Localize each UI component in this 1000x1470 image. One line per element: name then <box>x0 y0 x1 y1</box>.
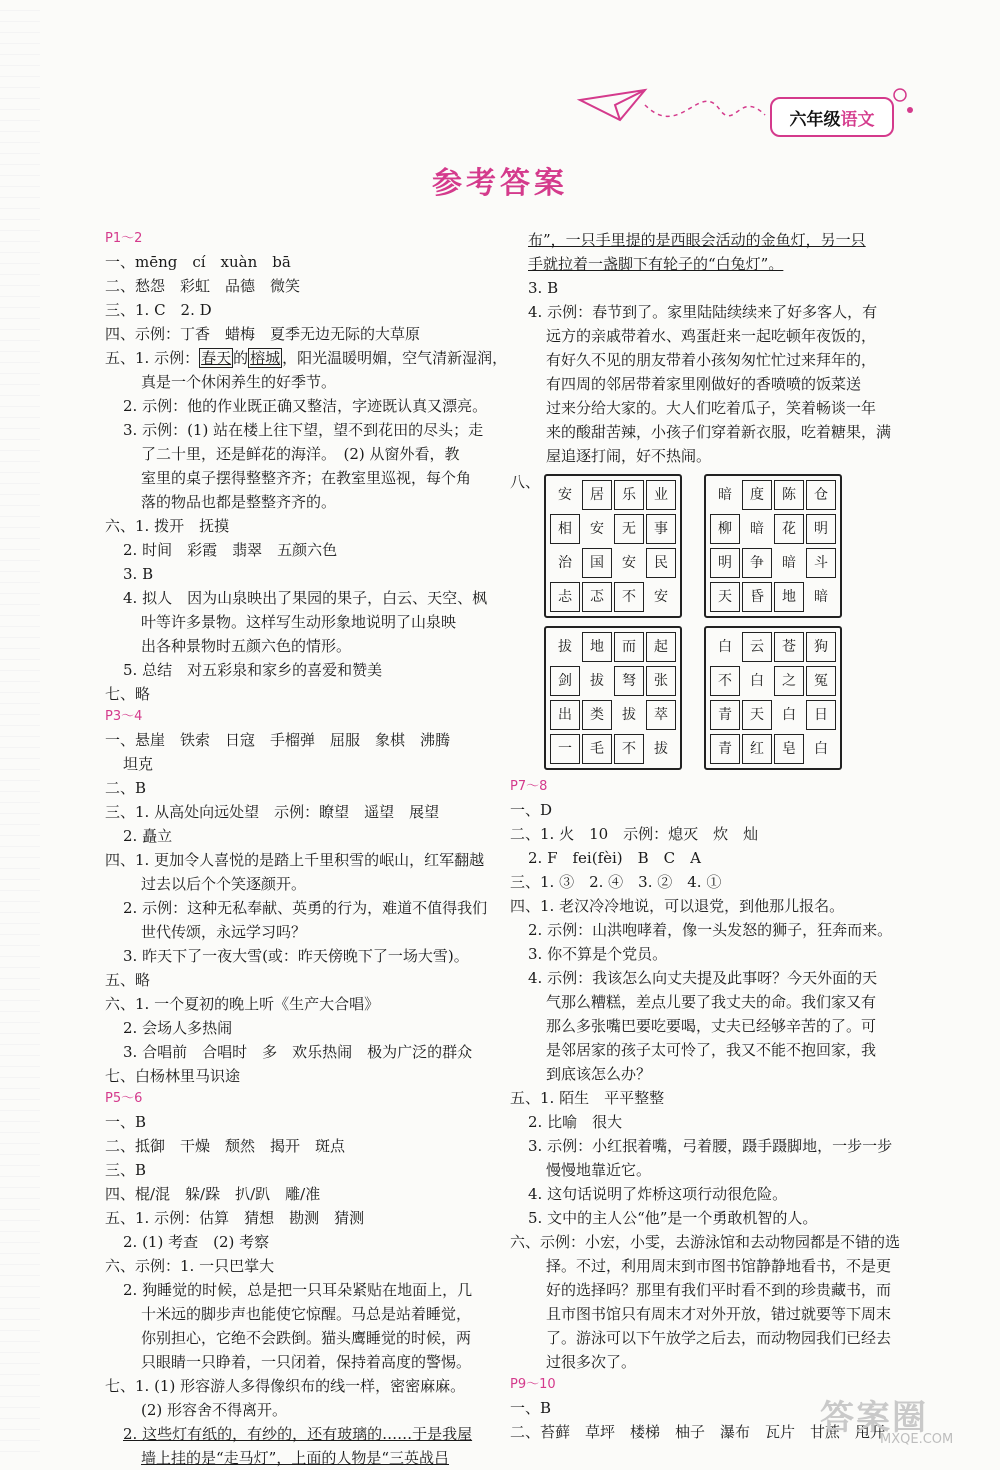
grid-cell: 安 <box>590 521 605 537</box>
answer-line: 墙上挂的是“走马灯”，上面的人物是“三英战吕 <box>141 1449 450 1467</box>
answer-line: 2. 矗立 <box>123 827 173 845</box>
right-column <box>510 228 901 1444</box>
grid-cell-boxed: 业 <box>646 480 676 510</box>
grid-cell: 暗 <box>750 521 765 537</box>
answer-line: 来的酸甜苦辣，小孩子们穿着新衣服，吃着糖果，满 <box>546 423 892 441</box>
answer-line: 慢慢地靠近它。 <box>546 1161 652 1179</box>
grid-cell-boxed: 乐 <box>614 480 644 510</box>
grid-cell-boxed: 忑 <box>582 582 612 612</box>
answer-line: 2. 这些灯有纸的，有纱的，还有玻璃的……于是我屋 <box>123 1425 473 1443</box>
page-range-heading: P7～8 <box>510 779 548 794</box>
answer-line: 4. 拟人 因为山泉映出了果园的果子，白云、天空、枫 <box>123 589 488 607</box>
grid-cell-boxed: 红 <box>742 734 772 764</box>
grid-cell-boxed: 争 <box>742 548 772 578</box>
page-edge-texture <box>0 0 40 1456</box>
answer-line: 六、1. 拨开 抚摸 <box>105 517 230 535</box>
answer-line: 3. 示例：(1) 站在楼上往下望，望不到花田的尽头；走 <box>123 421 484 439</box>
grid-cell-boxed: 不 <box>710 666 740 696</box>
grid-cell-boxed: 而 <box>614 632 644 662</box>
answer-line: 三、B <box>105 1161 147 1179</box>
grid-cell-boxed: 日 <box>806 700 836 730</box>
answer-line: 屋追逐打闹，好不热闹。 <box>546 447 712 465</box>
grid-cell-boxed: 不 <box>614 734 644 764</box>
left-column <box>105 228 508 1470</box>
grade-label: 六年级 <box>789 109 841 130</box>
section-8-label: 八、 <box>510 473 541 491</box>
grid-cell-boxed: 民 <box>646 548 676 578</box>
grid-cell-boxed: 仓 <box>806 480 836 510</box>
answer-line: 有好久不见的朋友带着小孩匆匆忙忙过来拜年的， <box>546 351 877 369</box>
answer-line: 一、B <box>105 1113 147 1131</box>
grid-cell-boxed: 冤 <box>806 666 836 696</box>
page-range-heading: P5～6 <box>105 1091 143 1106</box>
answer-line: 3. B <box>123 565 154 583</box>
answer-line: 七、白杨林里马识途 <box>105 1067 241 1085</box>
answer-line: 了二十里，还是鲜花的海洋。 (2) 从窗外看，教 <box>141 445 460 463</box>
answer-text: 的 <box>233 349 249 367</box>
answer-line: 三、1. ③ 2. ④ 3. ② 4. ① <box>510 873 722 891</box>
grid-cell-boxed: 昏 <box>742 582 772 612</box>
grid-cell-boxed: 张 <box>646 666 676 696</box>
grid-cell-boxed: 起 <box>646 632 676 662</box>
answer-line <box>105 346 508 370</box>
idiom-grid <box>544 474 682 618</box>
answer-line: 七、1. (1) 形容游人多得像织布的线一样，密密麻麻。 <box>105 1377 466 1395</box>
answer-line: 是邻居家的孩子太可怜了，我又不能不抱回家，我 <box>546 1041 877 1059</box>
answer-line: 十米远的脚步声也能使它惊醒。马总是站着睡觉， <box>141 1305 472 1323</box>
page-range-heading: P1～2 <box>105 231 143 246</box>
page-title: 参考答案 <box>432 166 568 201</box>
answer-line: 落的物品也都是整整齐齐的。 <box>141 493 337 511</box>
answer-line: 四、棍/混 躲/跺 扒/趴 雕/准 <box>105 1185 321 1203</box>
answer-line: 三、1. C 2. D <box>105 301 212 319</box>
section-8 <box>510 468 895 776</box>
idiom-grid <box>704 474 842 618</box>
answer-line: 到底该怎么办？ <box>546 1065 652 1083</box>
grid-cell-boxed: 狗 <box>806 632 836 662</box>
marked-word: 春天 <box>201 349 232 367</box>
grid-cell-boxed: 之 <box>774 666 804 696</box>
answer-line: 2. 示例：他的作业既正确又整洁，字迹既认真又漂亮。 <box>123 397 488 415</box>
answer-line: 3. 合唱前 合唱时 多 欢乐热闹 极为广泛的群众 <box>123 1043 473 1061</box>
grid-cell: 拔 <box>622 707 637 723</box>
answer-line: 四、示例：丁香 蜡梅 夏季无边无际的大草原 <box>105 325 421 343</box>
answer-line: 3. 你不算是个党员。 <box>528 945 668 963</box>
grid-cell-boxed: 苍 <box>774 632 804 662</box>
answer-line: 世代传颂，永远学习吗？ <box>141 923 307 941</box>
grid-cell-boxed: 柳 <box>710 514 740 544</box>
answer-line: 真是一个休闲养生的好季节。 <box>141 373 337 391</box>
grid-cell-boxed: 国 <box>582 548 612 578</box>
answer-line: 一、D <box>510 801 553 819</box>
answer-line: 好的选择吗？那里有我们平时看不到的珍贵藏书，而 <box>546 1281 892 1299</box>
answer-line: 2. 会场人多热闹 <box>123 1019 233 1037</box>
grid-cell-boxed: 明 <box>806 514 836 544</box>
grid-cell-boxed: 花 <box>774 514 804 544</box>
answer-line: 4. 示例：我该怎么向丈夫提及此事呀？今天外面的天 <box>528 969 878 987</box>
grid-cell-boxed: 事 <box>646 514 676 544</box>
answer-line: 一、B <box>510 1399 552 1417</box>
grid-cell-boxed: 毛 <box>582 734 612 764</box>
grid-cell-boxed: 出 <box>550 700 580 730</box>
answer-text: ，阳光温暖明媚，空气清新湿润， <box>282 349 508 367</box>
answer-line: 有四周的邻居带着家里刚做好的香喷喷的饭菜送 <box>546 375 862 393</box>
grid-cell-boxed: 类 <box>582 700 612 730</box>
grid-cell-boxed: 居 <box>582 480 612 510</box>
answer-line: 3. 昨天下了一夜大雪(或：昨天傍晚下了一场大雪)。 <box>123 947 469 965</box>
grid-cell: 白 <box>750 673 765 689</box>
answer-line: 五、1. 陌生 平平整整 <box>510 1089 665 1107</box>
answer-line: 5. 总结 对五彩泉和家乡的喜爱和赞美 <box>123 661 383 679</box>
answer-line: 气那么糟糕，差点儿要了我丈夫的命。我们家又有 <box>546 993 877 1011</box>
answer-text: 五、1. 示例： <box>105 349 200 367</box>
grid-cell-boxed: 度 <box>742 480 772 510</box>
answer-line: 七、略 <box>105 685 151 703</box>
grid-cell-boxed: 无 <box>614 514 644 544</box>
answer-line: 二、B <box>105 779 147 797</box>
answer-line: 室里的桌子摆得整整齐齐；在教室里巡视，每个角 <box>141 469 472 487</box>
answer-line: 了。游泳可以下午放学之后去，而动物园我们已经去 <box>546 1329 892 1347</box>
answer-line: 手就拉着一盏脚下有轮子的“白兔灯”。 <box>528 255 784 273</box>
grid-cell: 治 <box>558 555 573 571</box>
answer-line: 4. 这句话说明了炸桥这项行动很危险。 <box>528 1185 788 1203</box>
watermark-url: MXQE.COM <box>880 1432 954 1447</box>
answer-line: 二、抵御 干燥 颓然 揭开 斑点 <box>105 1137 346 1155</box>
answer-line: 过去以后个个笑逐颜开。 <box>141 875 307 893</box>
grid-cell: 白 <box>718 639 733 655</box>
answer-line: 六、1. 一个夏初的晚上听《生产大合唱》 <box>105 995 380 1013</box>
answer-line: 2. 比喻 很大 <box>528 1113 623 1131</box>
grid-cell: 白 <box>814 741 829 757</box>
answer-line: 叶等许多景物。这样写生动形象地说明了山泉映 <box>141 613 457 631</box>
grid-cell-boxed: 陈 <box>774 480 804 510</box>
answer-line: (2) 形容舍不得离开。 <box>141 1401 288 1419</box>
idiom-grid <box>544 626 682 770</box>
answer-line: 5. 文中的主人公“他”是一个勇敢机智的人。 <box>528 1209 818 1227</box>
answer-line: 二、1. 火 10 示例：熄灭 炊 灿 <box>510 825 759 843</box>
answer-line: 远方的亲戚带着水、鸡蛋赶来一起吃顿年夜饭的， <box>546 327 877 345</box>
grid-cell: 安 <box>654 589 669 605</box>
grid-cell-boxed: 忐 <box>550 582 580 612</box>
answer-line: 六、示例：小宏，小雯，去游泳馆和去动物园都是不错的选 <box>510 1233 901 1251</box>
right-top-block <box>510 228 895 468</box>
answer-line: 2. 时间 彩霞 翡翠 五颜六色 <box>123 541 338 559</box>
grid-cell: 拔 <box>558 639 573 655</box>
answer-line: 二、愁怨 彩虹 品德 微笑 <box>105 277 301 295</box>
answer-line: 且市图书馆只有周末才对外开放，错过就要等下周末 <box>546 1305 892 1323</box>
right-bottom-block <box>510 776 901 1444</box>
answer-line: 坦克 <box>123 755 154 773</box>
answer-line: 二、苔藓 草坪 楼梯 柚子 瀑布 瓦片 甘蔗 甩开 <box>510 1423 886 1441</box>
grid-cell-boxed: 斗 <box>806 548 836 578</box>
page-range-heading: P3～4 <box>105 709 143 724</box>
grid-cell: 安 <box>622 555 637 571</box>
watermark-logo: 答案圈 <box>820 1398 928 1438</box>
answer-line: 择。不过，利用周末到市图书馆静静地看书，不是更 <box>546 1257 892 1275</box>
answer-line: 你别担心，它绝不会跌倒。猫头鹰睡觉的时候，两 <box>141 1329 472 1347</box>
answer-line: 五、1. 示例：估算 猜想 勘测 猜测 <box>105 1209 365 1227</box>
marked-word: 榕城 <box>250 349 281 367</box>
grid-cell-boxed: 青 <box>710 700 740 730</box>
answer-line: 2. 狗睡觉的时候，总是把一只耳朵紧贴在地面上，几 <box>123 1281 473 1299</box>
answer-line: 2. F fei(fèi) B C A <box>528 849 701 867</box>
answer-line: 3. B <box>528 279 559 297</box>
answer-line: 出各种景物时五颜六色的情形。 <box>141 637 352 655</box>
grid-cell: 安 <box>558 487 573 503</box>
answer-line: 三、1. 从高处向远处望 示例：瞭望 遥望 展望 <box>105 803 440 821</box>
grid-cell: 暗 <box>782 555 797 571</box>
answer-line: 六、示例：1. 一只巴掌大 <box>105 1257 275 1275</box>
grid-cell-boxed: 天 <box>742 700 772 730</box>
answer-line: 过很多次了。 <box>546 1353 637 1371</box>
grid-cell-boxed: 皂 <box>774 734 804 764</box>
grade-subject-badge <box>770 97 894 137</box>
grid-cell-boxed: 弩 <box>614 666 644 696</box>
grid-cell-boxed: 萃 <box>646 700 676 730</box>
answer-line: 2. 示例：山洪咆哮着，像一头发怒的狮子，狂奔而来。 <box>528 921 893 939</box>
grid-cell-boxed: 一 <box>550 734 580 764</box>
answer-line: 3. 示例：小红抿着嘴，弓着腰，蹑手蹑脚地，一步一步 <box>528 1137 893 1155</box>
grid-cell-boxed: 明 <box>710 548 740 578</box>
grid-cell-boxed: 不 <box>614 582 644 612</box>
subject-label: 语文 <box>840 109 875 130</box>
answer-line: 只眼睛一只睁着，一只闭着，保持着高度的警惕。 <box>141 1353 472 1371</box>
grid-cell: 暗 <box>814 589 829 605</box>
answer-line: 四、1. 老汉冷冷地说，可以退党，到他那儿报名。 <box>510 897 845 915</box>
answer-line: 一、悬崖 铁索 日寇 手榴弹 屈服 象棋 沸腾 <box>105 731 451 749</box>
answer-line: 一、mēng cí xuàn bā <box>105 253 291 271</box>
grid-cell-boxed: 天 <box>710 582 740 612</box>
answer-line: 布”，一只手里提的是西眼会活动的金鱼灯，另一只 <box>528 231 866 249</box>
grid-cell: 拔 <box>590 673 605 689</box>
grid-cell-boxed: 地 <box>582 632 612 662</box>
grid-cell-boxed: 云 <box>742 632 772 662</box>
answer-line: 2. (1) 考查 (2) 考察 <box>123 1233 270 1251</box>
idiom-grids <box>540 474 895 770</box>
answer-line: 4. 示例：春节到了。家里陆陆续续来了好多客人，有 <box>528 303 878 321</box>
page-range-heading: P9～10 <box>510 1377 556 1392</box>
answer-line: 四、1. 更加令人喜悦的是踏上千里积雪的岷山，红军翻越 <box>105 851 485 869</box>
grid-cell: 暗 <box>718 487 733 503</box>
grid-cell: 拔 <box>654 741 669 757</box>
grid-cell-boxed: 地 <box>774 582 804 612</box>
answer-line: 五、略 <box>105 971 151 989</box>
idiom-grid <box>704 626 842 770</box>
answer-line: 那么多张嘴巴要吃要喝，丈夫已经够辛苦的了。可 <box>546 1017 877 1035</box>
answer-line: 过来分给大家的。大人们吃着瓜子，笑着畅谈一年 <box>546 399 877 417</box>
grid-cell-boxed: 青 <box>710 734 740 764</box>
grid-cell-boxed: 剑 <box>550 666 580 696</box>
answer-line: 2. 示例：这种无私奉献、英勇的行为，难道不值得我们 <box>123 899 488 917</box>
grid-cell: 白 <box>782 707 797 723</box>
grid-cell-boxed: 相 <box>550 514 580 544</box>
